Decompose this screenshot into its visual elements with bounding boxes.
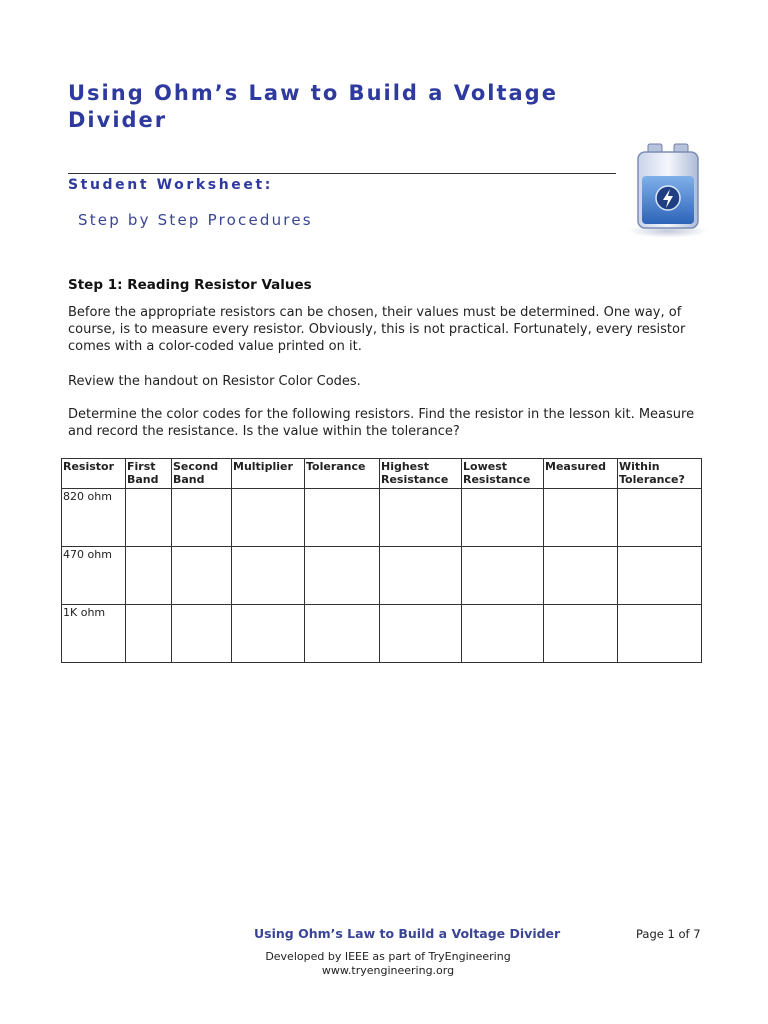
column-header: Multiplier — [232, 459, 305, 489]
table-cell — [544, 547, 618, 605]
page-number: Page 1 of 7 — [636, 927, 701, 941]
table-cell — [126, 489, 172, 547]
column-header: First Band — [126, 459, 172, 489]
table-row — [62, 605, 702, 663]
table-cell — [126, 605, 172, 663]
table-cell — [380, 605, 462, 663]
table-cell — [380, 489, 462, 547]
table-cell: 820 ohm — [62, 489, 126, 547]
table-header-row — [62, 459, 702, 489]
column-header: Lowest Resistance — [462, 459, 544, 489]
column-header: Tolerance — [305, 459, 380, 489]
table-row — [62, 547, 702, 605]
column-header: Highest Resistance — [380, 459, 462, 489]
section-label: Step by Step Procedures — [78, 211, 313, 229]
table-cell — [172, 547, 232, 605]
instruction-paragraph: Before the appropriate resistors can be chosen, their values must be determined. One way, of course, is to measure every resistor. Obviously, this is not practical. Fortunately, every resistor comes with a color-coded value printed on it. — [68, 305, 686, 354]
table-cell — [462, 547, 544, 605]
developer-credit: Developed by IEEE as part of TryEngineering — [265, 950, 511, 963]
table-cell — [232, 547, 305, 605]
table-cell — [172, 489, 232, 547]
table-cell — [618, 489, 702, 547]
worksheet-subtitle: Student Worksheet: — [68, 177, 273, 193]
table-cell — [305, 547, 380, 605]
table-cell — [618, 547, 702, 605]
table-cell — [172, 605, 232, 663]
table-cell — [305, 605, 380, 663]
table-row — [62, 489, 702, 547]
table-cell — [462, 489, 544, 547]
instruction-paragraph: Determine the color codes for the following resistors. Find the resistor in the lesson kit. Measure and record the resistance. Is the value within the tolerance? — [68, 407, 695, 439]
table-cell — [544, 605, 618, 663]
table-cell — [126, 547, 172, 605]
instruction-paragraph: Review the handout on Resistor Color Codes. — [68, 374, 361, 389]
title-divider — [68, 173, 616, 174]
resistor-table — [61, 458, 702, 663]
page-title: Using Ohm’s Law to Build a Voltage Divider — [68, 81, 558, 132]
footer-title: Using Ohm’s Law to Build a Voltage Divider — [254, 926, 561, 941]
column-header: Second Band — [172, 459, 232, 489]
table-cell — [305, 489, 380, 547]
website-link[interactable]: www.tryengineering.org — [321, 964, 455, 977]
table-cell — [544, 489, 618, 547]
table-cell: 470 ohm — [62, 547, 126, 605]
table-cell — [232, 605, 305, 663]
step-heading: Step 1: Reading Resistor Values — [68, 277, 312, 293]
table-cell — [618, 605, 702, 663]
battery-icon — [622, 140, 714, 240]
column-header: Resistor — [62, 459, 126, 489]
table-cell — [462, 605, 544, 663]
column-header: Measured — [544, 459, 618, 489]
footer-credits — [200, 950, 576, 978]
column-header: Within Tolerance? — [618, 459, 702, 489]
table-cell: 1K ohm — [62, 605, 126, 663]
table-cell — [232, 489, 305, 547]
table-cell — [380, 547, 462, 605]
